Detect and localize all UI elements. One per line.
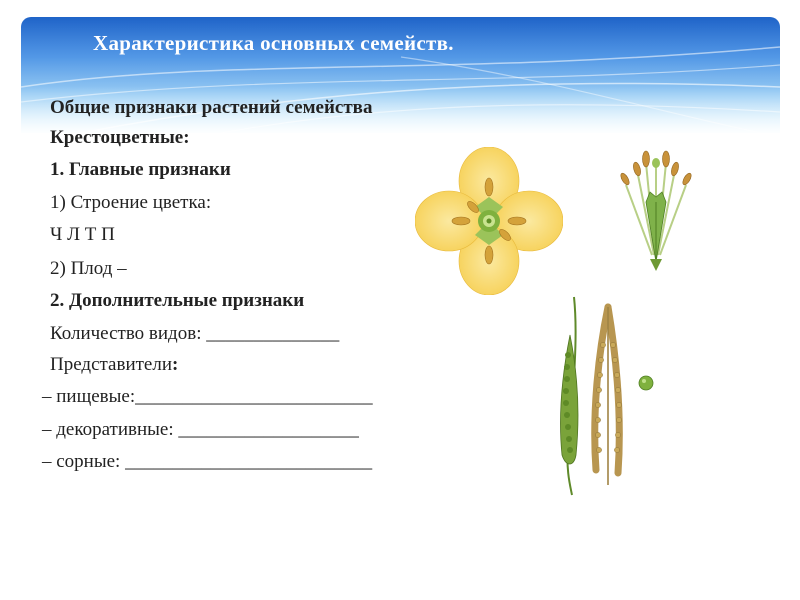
flower-formula: Ч Л Т П — [50, 224, 115, 245]
representatives-item — [50, 353, 178, 377]
siliques-image — [540, 295, 665, 500]
representatives-label: Представители — [50, 354, 172, 375]
main-features-heading: 1. Главные признаки — [50, 159, 231, 180]
weeds-item: – сорные: __________________________ — [42, 451, 373, 472]
fruit-item: 2) Плод – — [50, 258, 127, 279]
flower-top-view-image — [415, 147, 563, 295]
slide-title: Характеристика основных семейств. — [93, 31, 454, 55]
representatives-colon: : — [172, 354, 179, 375]
species-count-item: Количество видов: ______________ — [50, 323, 340, 344]
heading-line-2: Крестоцветные: — [50, 127, 190, 148]
extra-features-heading: 2. Дополнительные признаки — [50, 290, 305, 311]
flower-structure-item: 1) Строение цветка: — [50, 192, 212, 213]
decorative-item: – декоративные: ___________________ — [42, 419, 359, 440]
food-item: – пищевые:_________________________ — [42, 386, 373, 407]
flower-side-view-image — [616, 147, 696, 275]
heading-line-1: Общие признаки растений семейства — [50, 97, 373, 118]
